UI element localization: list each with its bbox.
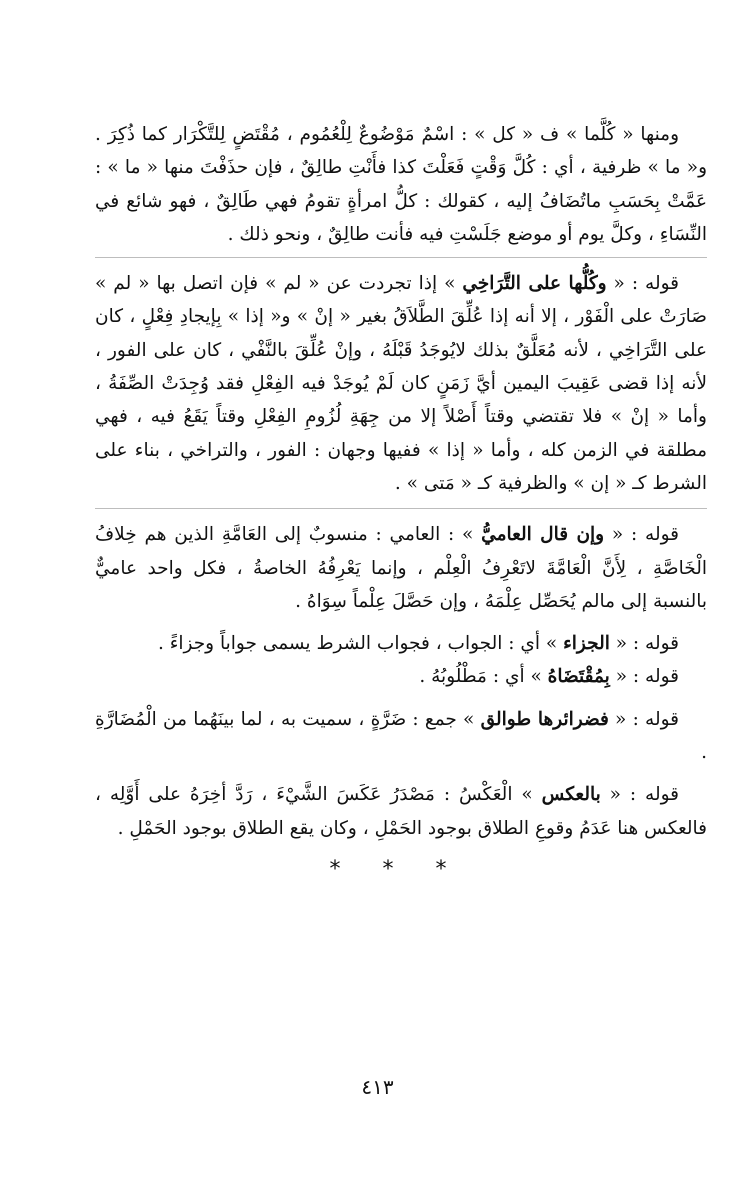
paragraph-lead: قوله : « <box>609 666 679 688</box>
paragraph-keyword: بالعكس <box>541 784 601 806</box>
page-body <box>95 118 707 882</box>
paragraph-text: » : العامي : منسوبٌ إلى العَامَّةِ الذين هم خِلافُ الْخَاصَّةِ ، لِأَنَّ الْعَامَّةَ لاتَعْرِفُ الْعِلْم ، وإنما يَعْرِفُهُ الخاصةُ ، فكل واحد عاميٌّ بالنسبة إلى مالم يُحَصِّل عِلْمَهُ ، وإن حَصَّلَ عِلْماً سِوَاهُ . <box>95 524 707 612</box>
paragraph-lead: قوله : « <box>608 708 679 730</box>
star-icon: * <box>382 856 420 882</box>
paragraph-lead: قوله : « <box>600 784 679 806</box>
paragraph-text: » أي : الجواب ، فجواب الشرط يسمى جواباً وجزاءً . <box>157 633 564 655</box>
paragraph-keyword: وكُلُّها على التَّرَاخِي <box>462 273 607 295</box>
paragraph-keyword: وإن قال العاميُّ <box>481 524 605 546</box>
paragraph-muqtadah <box>95 660 707 693</box>
star-icon: * <box>329 856 367 882</box>
paragraph-ammi <box>95 518 707 618</box>
paragraph-text: » جمع : ضَرَّةٍ ، سميت به ، لما بينَهُما من الْمُضَارَّةِ . <box>95 708 707 764</box>
star-icon: * <box>435 856 473 882</box>
paragraph-lead: قوله : « <box>606 273 679 295</box>
paragraph-keyword: فضرائرها طوالق <box>480 708 609 730</box>
paragraph-lead: قوله : « <box>604 524 679 546</box>
paragraph-text: » الْعَكْسُ : مَصْدَرُ عَكَسَ الشَّيْءَ ، رَدَّ أخِرَهُ على أَوَّلِه ، فالعكس هنا عَدَمُ وقوعِ الطلاق بوجود الحَمْلِ ، وكان يقع الطلاق بوجود الحَمْلِ . <box>95 784 707 839</box>
paragraph-text: » أي : مَطْلُوبُهُ . <box>419 666 548 688</box>
paragraph-text: ومنها « كُلَّما » ف « كل » : اسْمٌ مَوْضُوعٌ لِلْعُمُوم ، مُقْتَضٍ لِلتَّكْرَار كما ذُكِرَ . و« ما » ظرفية ، أي : كُلَّ وَقْتٍ فَعَلْتَ كذا فأَنْتِ طالِقٌ ، فإن حذَفْتَ منها « ما » : عَمَّتْ بِحَسَبِ ماتُضَافُ إليه ، كقولك : كلُّ امرأةٍ تقومُ فهي طَالِقٌ ، فهو شائع في النِّسَاءِ ، وكلَّ يوم أو موضع جَلَسْتِ فيه فأنت طالِقٌ ، ونحو ذلك . <box>95 124 707 245</box>
page-number: ٤١٣ <box>361 1075 394 1099</box>
paragraph-dara-ir <box>95 703 707 770</box>
paragraph-text: » إذا تجردت عن « لم » فإن اتصل بها « لم » صَارَتْ على الْفَوْر ، إلا أنه إذا عُلِّقَ الطَّلاَقُ بغير « إنْ » و« إذا » بِإيجادِ فِعْلٍ ، كان على التَّرَاخِي ، لأنه مُعَلَّقٌ بذلك لايُوجَدُ قَبْلَهُ ، وإنْ عُلِّقَ بالنَّفْي ، كان على الفور ، لأنه إذا قضى عَقِيبَ اليمين أيَّ زَمَنٍ كان لَمْ يُوجَدْ فيه الفِعْلِ فقد وُجِدَتْ الصِّفَةُ ، وأما « إنْ » فلا تقتضي وقتاً أَصْلاً إلا من جِهَةِ لُزُومِ الفِعْلِ وقتاً يَقَعُ فيه ، فهي مطلقة في الزمن كله ، وأما « إذا » ففيها وجهان : الفور ، والتراخي ، بناء على الشرط كـ « إن » والظرفية كـ « مَتى » . <box>95 273 707 494</box>
paragraph-divider <box>95 508 707 509</box>
paragraph-tarakhi <box>95 267 707 500</box>
paragraph-keyword: بِمُقْتَضَاهُ <box>547 666 610 688</box>
section-separator <box>95 857 707 882</box>
paragraph-keyword: الجزاء <box>563 633 610 655</box>
paragraph-jazaa <box>95 627 707 660</box>
paragraph-kullama <box>95 118 707 251</box>
paragraph-aks <box>95 778 707 845</box>
paragraph-divider <box>95 257 707 258</box>
paragraph-lead: قوله : « <box>609 633 679 655</box>
